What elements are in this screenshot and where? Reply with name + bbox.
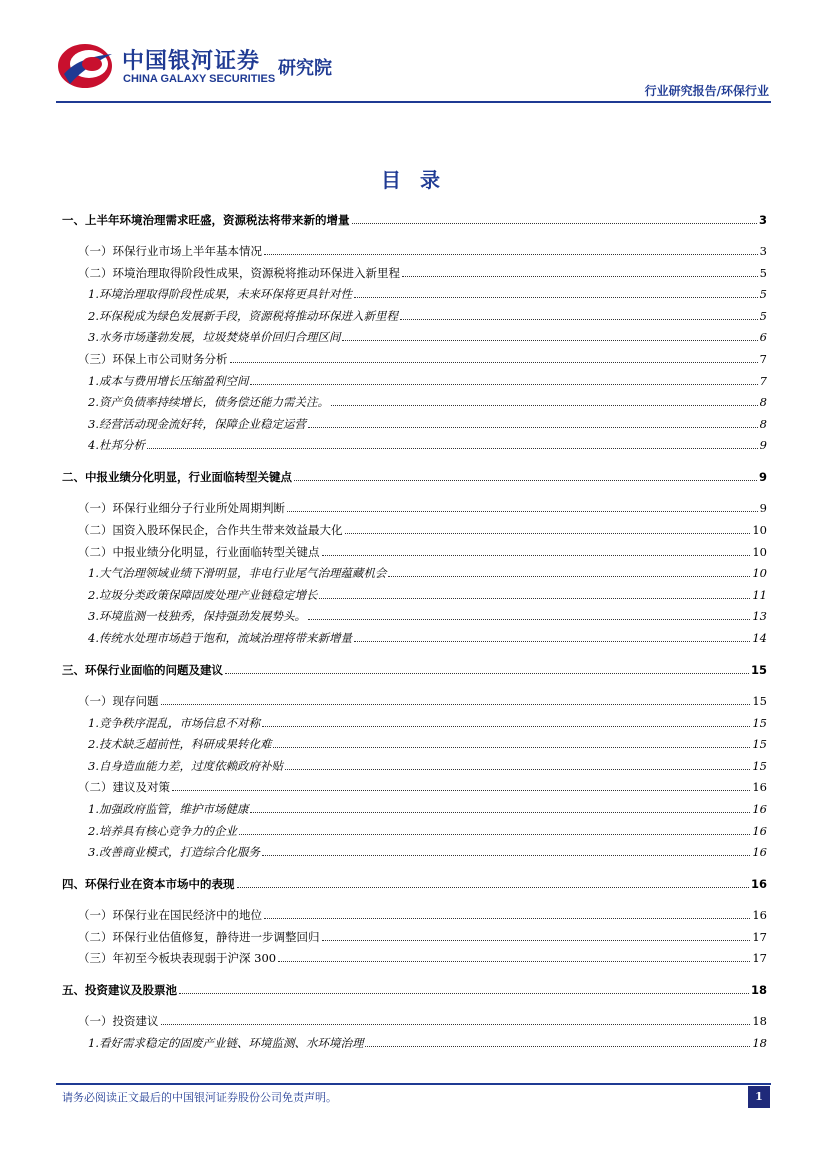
toc-entry-title: （一）环保行业在国民经济中的地位 [78, 908, 262, 923]
toc-entry[interactable] [62, 241, 767, 259]
toc-entry-page: 15 [752, 715, 767, 730]
toc-dot-leader [262, 726, 750, 727]
toc-entry[interactable] [62, 1033, 767, 1051]
toc-dot-leader [402, 276, 758, 277]
toc-entry-page: 7 [759, 352, 767, 366]
brand-institute: 研究院 [278, 58, 332, 79]
toc-dot-leader [172, 790, 750, 791]
toc-entry-page: 9 [758, 470, 767, 485]
toc-entry[interactable] [62, 563, 767, 581]
toc-entry-title: （二）中报业绩分化明显，行业面临转型关键点 [78, 544, 320, 559]
toc-entry[interactable] [62, 842, 767, 860]
toc-dot-leader [237, 887, 749, 888]
toc-entry[interactable] [62, 498, 767, 516]
toc-entry[interactable] [62, 284, 767, 302]
toc-entry-title: 三、环保行业面临的问题及建议 [62, 663, 223, 677]
toc-dot-leader [400, 319, 758, 320]
toc-entry-title: 1.大气治理领域业绩下滑明显，非电行业尾气治理蕴藏机会 [88, 566, 387, 581]
toc-entry-title: （二）环保行业估值修复，静待进一步调整回归 [78, 929, 320, 944]
toc-entry[interactable] [62, 392, 767, 410]
toc-entry[interactable] [62, 435, 767, 453]
toc-entry-page: 16 [752, 845, 767, 860]
toc-entry-title: （二）国资入股环保民企，合作共生带来效益最大化 [78, 523, 343, 537]
toc-entry-title: 1.竞争秩序混乱，市场信息不对称 [88, 715, 260, 730]
toc-entry-title: （二）建议及对策 [78, 780, 170, 795]
toc-entry-title: （一）投资建议 [78, 1014, 159, 1029]
toc-dot-leader [331, 405, 758, 406]
toc-entry[interactable] [62, 927, 767, 945]
toc-entry-title: 2.技术缺乏超前性，科研成果转化难 [88, 737, 272, 752]
toc-entry[interactable] [62, 691, 767, 709]
toc-entry-page: 18 [752, 1036, 767, 1050]
toc-dot-leader [230, 362, 758, 363]
toc-entry-page: 16 [750, 877, 767, 892]
toc-dot-leader [322, 555, 751, 556]
toc-entry[interactable] [62, 713, 767, 731]
toc-dot-leader [161, 1024, 751, 1025]
galaxy-logo-icon [56, 40, 114, 92]
toc-entry[interactable] [62, 821, 767, 839]
toc-entry[interactable] [62, 948, 767, 966]
page-header [0, 0, 827, 104]
toc-entry[interactable] [62, 756, 767, 774]
document-type: 行业研究报告/环保行业 [644, 84, 769, 98]
toc-entry-page: 17 [752, 951, 767, 966]
toc-dot-leader [345, 533, 751, 534]
footer-disclaimer: 请务必阅读正文最后的中国银河证券股份公司免责声明。 [62, 1091, 337, 1104]
toc-entry-title: 3.水务市场蓬勃发展，垃圾焚烧单价回归合理区间 [88, 330, 341, 345]
toc-entry-title: 二、中报业绩分化明显，行业面临转型关键点 [62, 470, 292, 485]
toc-entry[interactable] [62, 327, 767, 345]
toc-entry-page: 15 [750, 663, 767, 677]
toc-dot-leader [365, 1046, 750, 1047]
toc-dot-leader [287, 511, 758, 512]
toc-entry-page: 5 [759, 308, 767, 323]
toc-dot-leader [319, 598, 750, 599]
toc-entry-page: 5 [759, 287, 767, 302]
toc-entry-page: 14 [752, 631, 767, 645]
toc-entry[interactable] [62, 980, 767, 998]
toc-entry[interactable] [62, 542, 767, 560]
toc-entry-title: 1.成本与费用增长压缩盈利空间 [88, 373, 249, 388]
toc-entry-page: 17 [752, 929, 767, 944]
toc-entry-page: 9 [759, 438, 767, 453]
toc-entry-title: 1.加强政府监管，维护市场健康 [88, 802, 249, 816]
toc-entry-title: 2.资产负债率持续增长，债务偿还能力需关注。 [88, 395, 329, 410]
toc-entry-title: 3.自身造血能力差，过度依赖政府补贴 [88, 758, 283, 773]
toc-entry-title: （一）环保行业市场上半年基本情况 [78, 244, 262, 258]
toc-entry-title: 1.看好需求稳定的固废产业链、环境监测、水环境治理 [88, 1036, 364, 1050]
toc-entry-page: 11 [752, 587, 767, 602]
toc-entry-page: 10 [752, 544, 767, 559]
toc-entry[interactable] [62, 734, 767, 752]
toc-entry-title: （三）环保上市公司财务分析 [78, 352, 228, 366]
toc-entry[interactable] [62, 306, 767, 324]
toc-entry-page: 10 [752, 566, 767, 581]
toc-entry-page: 16 [752, 908, 767, 923]
toc-dot-leader [285, 769, 750, 770]
toc-dot-leader [388, 576, 750, 577]
brand-name-cn: 中国银河证券 [122, 49, 261, 74]
toc-dot-leader [250, 812, 750, 813]
toc-entry[interactable] [62, 414, 767, 432]
toc-dot-leader [225, 673, 749, 674]
brand-name-en: CHINA GALAXY SECURITIES [123, 73, 276, 85]
toc-entry-title: （三）年初至今板块表现弱于沪深 300 [78, 951, 277, 966]
toc-dot-leader [352, 223, 757, 224]
toc-entry-title: 一、上半年环境治理需求旺盛，资源税法将带来新的增量 [62, 213, 350, 227]
toc-entry-title: 3.经营活动现金流好转，保障企业稳定运营 [88, 416, 306, 431]
toc-entry-title: 2.垃圾分类政策保障固废处理产业链稳定增长 [88, 587, 318, 602]
toc-title: 目 录 [381, 168, 446, 192]
toc-entry-page: 15 [752, 758, 767, 773]
header-divider [56, 101, 771, 103]
toc-entry-page: 15 [752, 694, 767, 708]
toc-entry-page: 3 [759, 244, 767, 258]
toc-entry[interactable] [62, 777, 767, 795]
toc-entry-title: 3.环境监测一枝独秀，保持强劲发展势头。 [88, 609, 306, 624]
toc-entry-page: 15 [752, 737, 767, 752]
toc-dot-leader [294, 480, 757, 481]
toc-entry[interactable] [62, 606, 767, 624]
toc-entry-page: 5 [759, 265, 767, 280]
toc-entry-page: 6 [759, 330, 767, 345]
toc-entry-title: 1.环境治理取得阶段性成果，未来环保将更具针对性 [88, 287, 352, 302]
toc-dot-leader [273, 747, 750, 748]
toc-entry-title: 2.环保税成为绿色发展新手段，资源税将推动环保进入新里程 [88, 308, 398, 323]
toc-entry-page: 18 [750, 983, 767, 998]
toc-entry-page: 16 [752, 780, 767, 795]
toc-entry-page: 13 [752, 609, 767, 624]
toc-entry-page: 3 [758, 213, 767, 227]
toc-entry-title: 四、环保行业在资本市场中的表现 [62, 877, 235, 892]
toc-entry-page: 8 [759, 416, 767, 431]
toc-dot-leader [278, 961, 750, 962]
toc-dot-leader [179, 993, 749, 994]
toc-entry-page: 16 [752, 802, 767, 816]
toc-entry[interactable] [62, 905, 767, 923]
toc-entry[interactable] [62, 628, 767, 646]
toc-entry-page: 7 [759, 373, 767, 388]
toc-entry-title: 2.培养具有核心竞争力的企业 [88, 823, 237, 838]
toc-entry[interactable] [62, 520, 767, 538]
toc-entry-page: 18 [752, 1014, 767, 1029]
toc-dot-leader [264, 254, 758, 255]
toc-entry[interactable] [62, 585, 767, 603]
toc-entry-page: 10 [752, 523, 767, 537]
toc-dot-leader [161, 704, 751, 705]
toc-entry-page: 8 [759, 395, 767, 410]
toc-entry-title: 4.传统水处理市场趋于饱和，流域治理将带来新增量 [88, 631, 352, 645]
toc-entry-title: （一）环保行业细分子行业所处周期判断 [78, 501, 285, 516]
toc-dot-leader [342, 340, 757, 341]
toc-entry[interactable] [62, 210, 767, 228]
footer-divider [56, 1083, 771, 1085]
toc-dot-leader [250, 384, 757, 385]
toc-dot-leader [239, 834, 750, 835]
toc-entry-title: 五、投资建议及股票池 [62, 983, 177, 998]
toc-dot-leader [308, 427, 758, 428]
toc-entry[interactable] [62, 874, 767, 892]
page-number-badge: 1 [748, 1086, 770, 1108]
toc-dot-leader [354, 297, 758, 298]
toc-dot-leader [147, 448, 758, 449]
toc-entry[interactable] [62, 799, 767, 817]
toc-entry-title: （二）环境治理取得阶段性成果，资源税将推动环保进入新里程 [78, 265, 400, 280]
toc-entry[interactable] [62, 263, 767, 281]
toc-dot-leader [322, 940, 751, 941]
toc-entry-title: 4.杜邦分析 [88, 438, 145, 453]
toc-entry-page: 9 [759, 501, 767, 516]
toc-entry[interactable] [62, 1011, 767, 1029]
toc-entry-page: 16 [752, 823, 767, 838]
toc-entry-title: （一）现存问题 [78, 694, 159, 708]
toc-dot-leader [354, 641, 750, 642]
toc-entry[interactable] [62, 467, 767, 485]
toc-entry[interactable] [62, 371, 767, 389]
toc-entry[interactable] [62, 349, 767, 367]
toc-entry[interactable] [62, 660, 767, 678]
toc-entry-title: 3.改善商业模式，打造综合化服务 [88, 845, 260, 860]
toc-dot-leader [308, 619, 750, 620]
toc-dot-leader [264, 918, 750, 919]
toc-dot-leader [262, 855, 750, 856]
